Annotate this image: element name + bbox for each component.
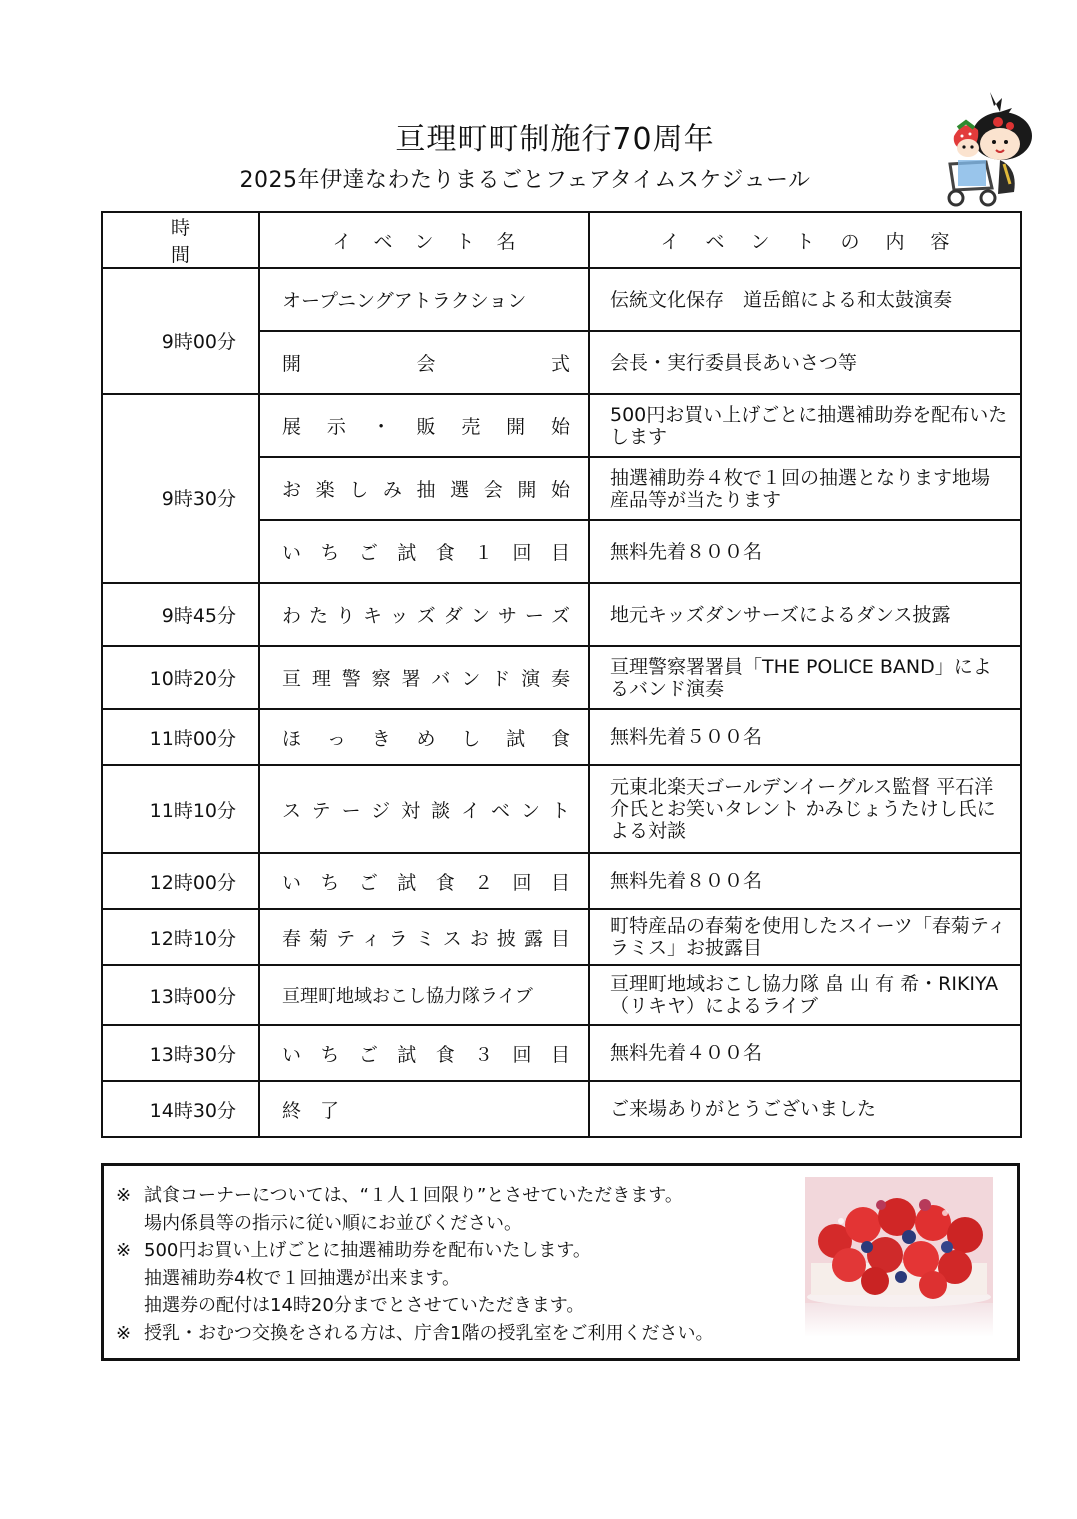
- event-desc-cell: 伝統文化保存 道岳館による和太鼓演奏: [589, 268, 1021, 331]
- table-row: [102, 1081, 1021, 1137]
- note-mark: ※: [116, 1240, 132, 1261]
- event-desc-cell: 無料先着５００名: [589, 709, 1021, 765]
- note-text: 抽選券の配付は14時20分までとさせていただきます。: [144, 1295, 585, 1316]
- note-text: 500円お買い上げごとに抽選補助券を配布いたします。: [144, 1240, 591, 1261]
- event-desc-cell: 亘理町地域おこし協力隊 畠 山 有 希・RIKIYA（リキヤ）によるライブ: [589, 965, 1021, 1025]
- event-desc-cell: 亘理警察署署員「THE POLICE BAND」によるバンド演奏: [589, 646, 1021, 709]
- note-text: 試食コーナーについては、“１人１回限り”とさせていただきます。: [144, 1185, 683, 1206]
- event-desc-cell: 500円お買い上げごとに抽選補助券を配布いたします: [589, 394, 1021, 457]
- table-row: [102, 394, 1021, 457]
- event-name-cell: いちご試食２回目: [259, 853, 589, 909]
- event-desc-cell: ご来場ありがとうございました: [589, 1081, 1021, 1137]
- note-text: 抽選補助券4枚で１回抽選が出来ます。: [144, 1267, 461, 1289]
- time-cell: 11時10分: [102, 765, 259, 853]
- event-name-cell: お楽しみ抽選会開始: [259, 457, 589, 520]
- table-header-row: [102, 212, 1021, 268]
- schedule-table: [101, 211, 1022, 1138]
- event-name-cell: わたりキッズダンサーズ: [259, 583, 589, 646]
- event-name-cell: いちご試食３回目: [259, 1025, 589, 1081]
- event-name-cell: ステージ対談イベント: [259, 765, 589, 853]
- event-name-cell: 亘理町地域おこし協力隊ライブ: [259, 965, 589, 1025]
- page-title: 亘理町町制施行70周年: [395, 122, 715, 157]
- table-row: [102, 965, 1021, 1025]
- time-cell: 11時00分: [102, 709, 259, 765]
- event-name-cell: 展示・販売開始: [259, 394, 589, 457]
- event-name-cell: 春菊ティラミスお披露目: [259, 909, 589, 965]
- strawberry-cake-photo: [805, 1177, 993, 1337]
- table-row: [102, 765, 1021, 853]
- table-row: [102, 853, 1021, 909]
- time-cell: 9時45分: [102, 583, 259, 646]
- time-cell: 10時20分: [102, 646, 259, 709]
- time-cell: 9時00分: [102, 268, 259, 394]
- time-cell: 13時00分: [102, 965, 259, 1025]
- event-desc-cell: 無料先着８００名: [589, 853, 1021, 909]
- event-desc-cell: 地元キッズダンサーズによるダンス披露: [589, 583, 1021, 646]
- note-mark: ※: [116, 1322, 132, 1344]
- event-name-cell: 亘理警察署バンド演奏: [259, 646, 589, 709]
- event-desc-cell: 抽選補助券４枚で１回の抽選となります地場産品等が当たります: [589, 457, 1021, 520]
- note-text: 場内係員等の指示に従い順にお並びください。: [144, 1212, 522, 1234]
- event-name-cell: 開 会 式: [259, 331, 589, 394]
- table-row: [102, 268, 1021, 331]
- event-desc-cell: 無料先着８００名: [589, 520, 1021, 583]
- time-cell: 12時10分: [102, 909, 259, 965]
- table-row: [102, 583, 1021, 646]
- event-desc-cell: 会長・実行委員長あいさつ等: [589, 331, 1021, 394]
- table-row: [102, 1025, 1021, 1081]
- time-cell: 13時30分: [102, 1025, 259, 1081]
- event-name-cell: 終 了: [259, 1081, 589, 1137]
- table-row: [102, 909, 1021, 965]
- event-desc-cell: 町特産品の春菊を使用したスイーツ「春菊ティラミス」お披露目: [589, 909, 1021, 965]
- note-mark: ※: [116, 1185, 132, 1206]
- mascot-illustration: [940, 88, 1038, 212]
- event-name-cell: ほっきめし試食: [259, 709, 589, 765]
- page-subtitle: 2025年伊達なわたりまるごとフェアタイムスケジュール: [239, 168, 811, 193]
- note-text: 授乳・おむつ交換をされる方は、庁舎1階の授乳室をご利用ください。: [144, 1322, 714, 1344]
- header-time: 時間: [102, 212, 259, 268]
- time-cell: 12時00分: [102, 853, 259, 909]
- time-cell: 9時30分: [102, 394, 259, 583]
- event-desc-cell: 元東北楽天ゴールデンイーグルス監督 平石洋介氏とお笑いタレント かみじょうたけし氏による対談: [589, 765, 1021, 853]
- event-name-cell: オープニングアトラクション: [259, 268, 589, 331]
- header-event-name: イベント名: [259, 212, 589, 268]
- event-desc-cell: 無料先着４００名: [589, 1025, 1021, 1081]
- header-event-content: イベントの内容: [589, 212, 1021, 268]
- time-cell: 14時30分: [102, 1081, 259, 1137]
- table-row: [102, 709, 1021, 765]
- table-row: [102, 646, 1021, 709]
- event-name-cell: いちご試食１回目: [259, 520, 589, 583]
